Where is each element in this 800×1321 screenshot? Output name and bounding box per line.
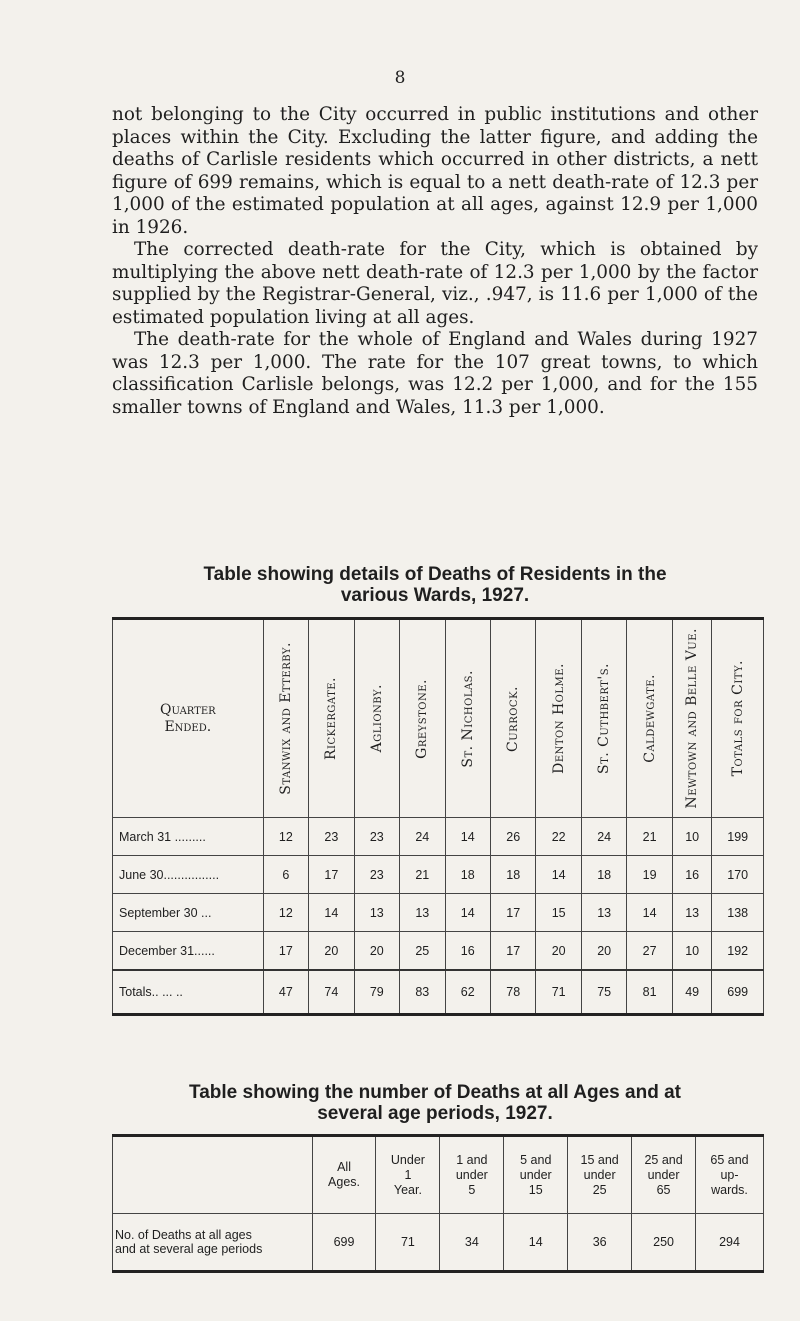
table-row bbox=[113, 818, 764, 856]
table-cell: 75 bbox=[581, 970, 626, 1015]
quarter-ended-header bbox=[113, 619, 264, 818]
age-header-line: Under bbox=[390, 1152, 425, 1167]
age-row-label-line-2: and at several age periods bbox=[115, 1242, 263, 1256]
ward-header-label: St. Cuthbert's. bbox=[596, 662, 613, 774]
quarter-header-line-1: Quarter bbox=[159, 701, 216, 718]
table-cell: 79 bbox=[354, 970, 399, 1015]
age-header bbox=[696, 1136, 764, 1214]
table-cell: 14 bbox=[309, 894, 354, 932]
table-cell: 250 bbox=[632, 1214, 696, 1272]
body-text bbox=[112, 104, 758, 419]
ward-table-title-line-1: Table showing details of Deaths of Residents in the bbox=[203, 564, 667, 585]
table-cell: 10 bbox=[672, 818, 712, 856]
table-row bbox=[113, 1214, 764, 1272]
paragraph-1: not belonging to the City occurred in public institutions and other places within the City. Excluding the latter figure, and adding the deaths of Carlisle residents which occurred in other districts, a nett figure of 699 remains, which is equal to a nett death-rate of 12.3 per 1,000 of the estimated population at all ages, against 12.9 per 1,000 in 1926. bbox=[112, 104, 758, 238]
table-cell: 138 bbox=[712, 894, 764, 932]
age-header-line: Year. bbox=[393, 1182, 422, 1197]
table-row bbox=[113, 856, 764, 894]
ward-header-label: Stanwix and Etterby. bbox=[277, 642, 294, 795]
table-cell: 10 bbox=[672, 932, 712, 971]
age-header-line: wards. bbox=[711, 1182, 748, 1197]
age-header-line: 15 bbox=[528, 1182, 543, 1197]
table-cell: 294 bbox=[696, 1214, 764, 1272]
table-cell: 170 bbox=[712, 856, 764, 894]
ward-table-title-line-2: various Wards, 1927. bbox=[340, 585, 530, 606]
table-cell: 25 bbox=[400, 932, 445, 971]
table-cell: 16 bbox=[445, 932, 490, 971]
table-cell: 22 bbox=[536, 818, 581, 856]
age-header bbox=[440, 1136, 504, 1214]
totals-for-city-header bbox=[712, 619, 764, 818]
ward-header-label: Caldewgate. bbox=[641, 674, 658, 763]
age-header-line: 15 and bbox=[580, 1152, 619, 1167]
page-number: 8 bbox=[394, 68, 406, 88]
ward-deaths-table-title bbox=[100, 564, 770, 606]
table-cell: 20 bbox=[309, 932, 354, 971]
totals-label: Totals.. ... .. bbox=[113, 970, 264, 1015]
ward-header bbox=[627, 619, 672, 818]
age-header-line: under bbox=[519, 1167, 552, 1182]
ward-header-label: Rickergate. bbox=[323, 676, 340, 761]
ward-header bbox=[445, 619, 490, 818]
table-cell: 18 bbox=[445, 856, 490, 894]
totals-row bbox=[113, 970, 764, 1015]
table-cell: 24 bbox=[581, 818, 626, 856]
quarter-label: September 30 ... bbox=[113, 894, 264, 932]
table-cell: 14 bbox=[627, 894, 672, 932]
table-cell: 699 bbox=[712, 970, 764, 1015]
age-header-line: up- bbox=[720, 1167, 739, 1182]
age-deaths-table bbox=[112, 1134, 764, 1273]
table-cell: 19 bbox=[627, 856, 672, 894]
table-cell: 14 bbox=[536, 856, 581, 894]
table-cell: 17 bbox=[490, 932, 535, 971]
table-cell: 27 bbox=[627, 932, 672, 971]
age-deaths-table-title bbox=[100, 1082, 770, 1124]
age-row-label-line-1: No. of Deaths at all ages bbox=[115, 1228, 252, 1242]
age-table-title-line-2: several age periods, 1927. bbox=[317, 1103, 553, 1124]
table-cell: 83 bbox=[400, 970, 445, 1015]
age-header-line: under bbox=[455, 1167, 488, 1182]
table-cell: 17 bbox=[309, 856, 354, 894]
age-header-line: 1 bbox=[404, 1167, 412, 1182]
age-header-line: 25 bbox=[592, 1182, 607, 1197]
table-cell: 71 bbox=[536, 970, 581, 1015]
age-header bbox=[632, 1136, 696, 1214]
table-cell: 18 bbox=[581, 856, 626, 894]
table-cell: 13 bbox=[672, 894, 712, 932]
table-cell: 14 bbox=[445, 894, 490, 932]
table-cell: 13 bbox=[400, 894, 445, 932]
table-cell: 62 bbox=[445, 970, 490, 1015]
table-row bbox=[113, 894, 764, 932]
quarter-label: June 30................ bbox=[113, 856, 264, 894]
table-cell: 13 bbox=[581, 894, 626, 932]
table-cell: 23 bbox=[354, 818, 399, 856]
ward-header bbox=[536, 619, 581, 818]
age-header-line: 1 and bbox=[456, 1152, 488, 1167]
ward-header-label: Denton Holme. bbox=[550, 663, 567, 774]
table-cell: 71 bbox=[376, 1214, 440, 1272]
ward-header bbox=[400, 619, 445, 818]
quarter-label: December 31...... bbox=[113, 932, 264, 971]
table-cell: 12 bbox=[263, 894, 308, 932]
table-cell: 12 bbox=[263, 818, 308, 856]
ward-header bbox=[490, 619, 535, 818]
ward-header-label: Greystone. bbox=[414, 678, 431, 759]
table-cell: 34 bbox=[440, 1214, 504, 1272]
quarter-header-line-2: Ended. bbox=[164, 718, 212, 735]
ward-header-label: Currock. bbox=[505, 685, 522, 752]
table-cell: 699 bbox=[312, 1214, 376, 1272]
table-cell: 18 bbox=[490, 856, 535, 894]
table-cell: 17 bbox=[490, 894, 535, 932]
table-cell: 192 bbox=[712, 932, 764, 971]
age-header-line: 5 bbox=[468, 1182, 476, 1197]
table-cell: 26 bbox=[490, 818, 535, 856]
age-header-line: under bbox=[647, 1167, 680, 1182]
paragraph-3: The death-rate for the whole of England and Wales during 1927 was 12.3 per 1,000. The rate for the 107 great towns, to which classification Carlisle belongs, was 12.2 per 1,000, and for the 155 smaller towns of England and Wales, 11.3 per 1,000. bbox=[112, 329, 758, 418]
table-cell: 36 bbox=[568, 1214, 632, 1272]
table-cell: 199 bbox=[712, 818, 764, 856]
table-cell: 17 bbox=[263, 932, 308, 971]
table-cell: 20 bbox=[581, 932, 626, 971]
age-header-line: All bbox=[337, 1160, 351, 1174]
ward-header-label: Newtown and Belle Vue. bbox=[684, 628, 701, 809]
table-cell: 24 bbox=[400, 818, 445, 856]
age-header-line: 65 and bbox=[710, 1152, 749, 1167]
table-cell: 13 bbox=[354, 894, 399, 932]
ward-deaths-table bbox=[112, 617, 764, 1016]
age-header bbox=[376, 1136, 440, 1214]
table-cell: 21 bbox=[627, 818, 672, 856]
table-cell: 78 bbox=[490, 970, 535, 1015]
quarter-label: March 31 ......... bbox=[113, 818, 264, 856]
ward-header-label: St. Nicholas. bbox=[459, 669, 476, 768]
age-header bbox=[504, 1136, 568, 1214]
empty-corner-cell bbox=[113, 1136, 313, 1214]
table-cell: 21 bbox=[400, 856, 445, 894]
age-header bbox=[312, 1136, 376, 1214]
table-cell: 14 bbox=[445, 818, 490, 856]
paragraph-2: The corrected death-rate for the City, which is obtained by multiplying the above nett death-rate of 12.3 per 1,000 by the factor supplied by the Registrar-General, viz., .947, is 11.6 per 1,000 of the estimated population living at all ages. bbox=[112, 239, 758, 328]
table-cell: 20 bbox=[354, 932, 399, 971]
age-header-line: 65 bbox=[656, 1182, 671, 1197]
ward-header bbox=[309, 619, 354, 818]
ward-table-header-row bbox=[113, 619, 764, 818]
age-header-line: Ages. bbox=[328, 1175, 361, 1189]
table-cell: 15 bbox=[536, 894, 581, 932]
age-header bbox=[568, 1136, 632, 1214]
table-cell: 74 bbox=[309, 970, 354, 1015]
age-header-line: 25 and bbox=[644, 1152, 683, 1167]
table-cell: 20 bbox=[536, 932, 581, 971]
age-row-label bbox=[113, 1214, 313, 1272]
table-row bbox=[113, 932, 764, 971]
table-cell: 81 bbox=[627, 970, 672, 1015]
ward-header bbox=[581, 619, 626, 818]
table-cell: 47 bbox=[263, 970, 308, 1015]
totals-header-label: Totals for City. bbox=[729, 660, 746, 777]
table-cell: 49 bbox=[672, 970, 712, 1015]
table-cell: 6 bbox=[263, 856, 308, 894]
ward-header bbox=[672, 619, 712, 818]
age-header-line: 5 and bbox=[520, 1152, 552, 1167]
table-cell: 16 bbox=[672, 856, 712, 894]
table-cell: 23 bbox=[309, 818, 354, 856]
age-table-header-row bbox=[113, 1136, 764, 1214]
ward-header-label: Aglionby. bbox=[368, 684, 385, 753]
ward-header bbox=[354, 619, 399, 818]
age-table-title-line-1: Table showing the number of Deaths at all Ages and at bbox=[189, 1082, 681, 1103]
age-header-line: under bbox=[583, 1167, 616, 1182]
table-cell: 23 bbox=[354, 856, 399, 894]
ward-header bbox=[263, 619, 308, 818]
table-cell: 14 bbox=[504, 1214, 568, 1272]
